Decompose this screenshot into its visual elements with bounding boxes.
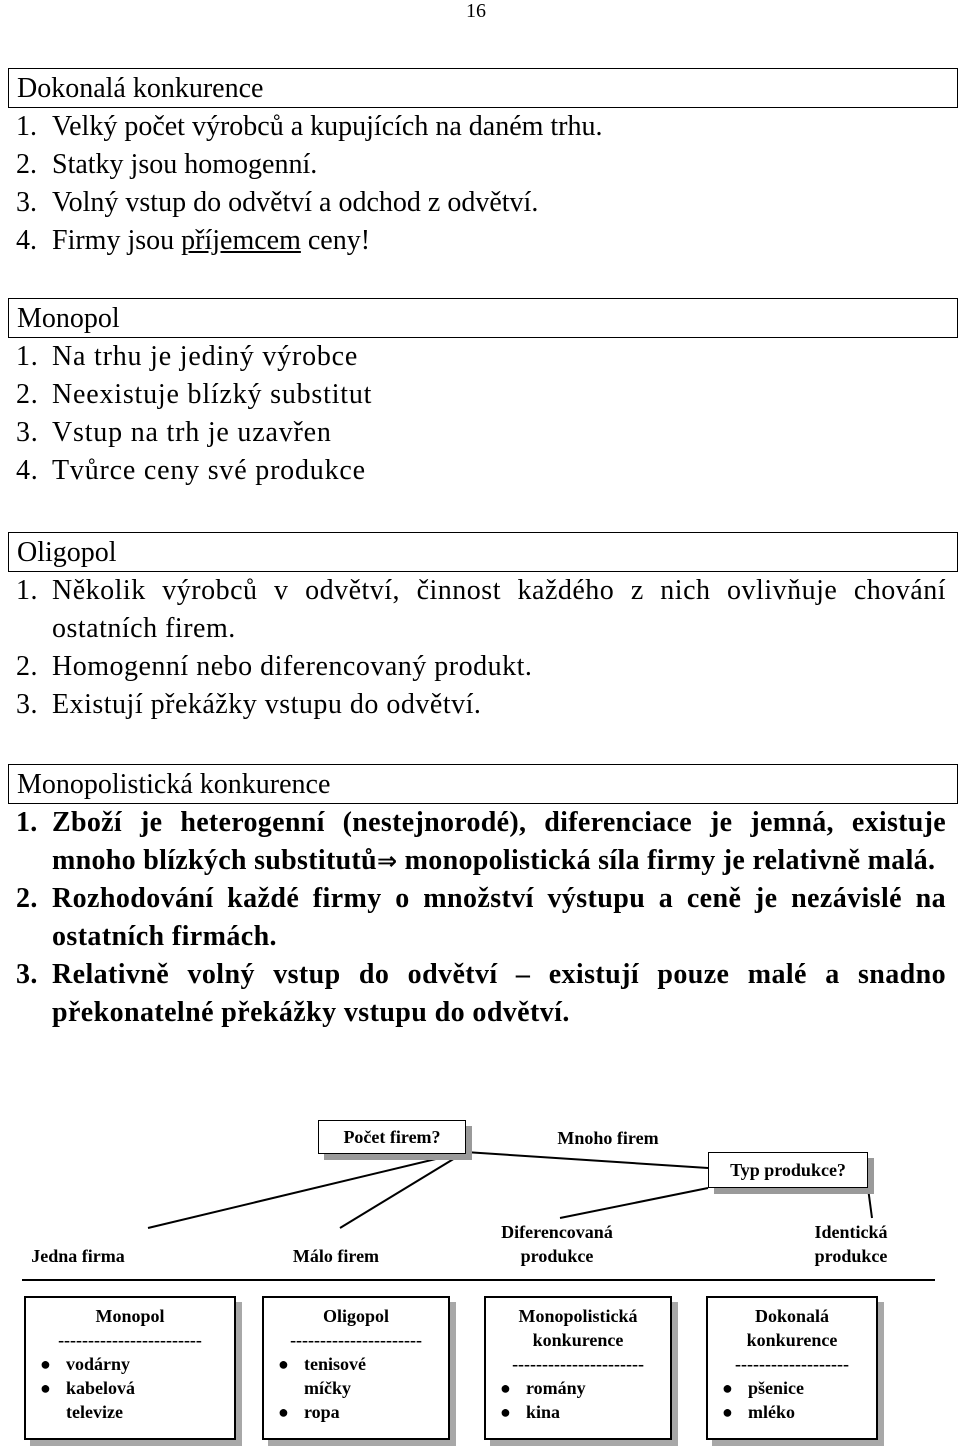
item-text: Relativně volný vstup do odvětví – existují pouze malé a snadno překonatelné překážky vstupu do odvětví. — [52, 959, 946, 1028]
bullet-icon: ● — [278, 1402, 289, 1422]
bullet-icon: ● — [500, 1378, 511, 1398]
item-list — [8, 572, 958, 724]
connector-line — [465, 1152, 708, 1168]
implies-arrow-icon: ⇒ — [376, 847, 398, 875]
example-text: pšenice — [748, 1378, 804, 1398]
section-monopolistic-competition — [8, 764, 958, 1032]
list-item — [712, 1376, 876, 1400]
item-text: ceny! — [300, 225, 371, 256]
bullet-icon: ● — [40, 1354, 51, 1374]
list-item — [30, 1352, 234, 1376]
item-number: 3. — [16, 689, 38, 720]
list-item — [8, 572, 958, 648]
section-heading: Oligopol — [8, 532, 958, 572]
section-heading: Monopolistická konkurence — [8, 764, 958, 804]
example-text: ropa — [304, 1402, 340, 1422]
market-structure-diagram — [0, 1100, 960, 1448]
example-text: vodárny — [66, 1354, 131, 1374]
connector-line — [148, 1152, 465, 1228]
example-text: mléko — [748, 1402, 795, 1422]
list-item — [8, 956, 958, 1032]
item-number: 1. — [16, 575, 38, 606]
bullet-icon: ● — [500, 1402, 511, 1422]
item-text: Několik výrobců v odvětví, činnost každého z nich ovlivňuje chování ostatních firem. — [52, 575, 946, 644]
item-text: Tvůrce ceny své produkce — [52, 455, 366, 486]
section-monopoly — [8, 298, 958, 490]
item-text: Neexistuje blízký substitut — [52, 379, 373, 410]
example-list — [708, 1376, 876, 1424]
item-list — [8, 338, 958, 490]
item-text: Velký počet výrobců a kupujících na daném trhu. — [52, 111, 603, 142]
label-many-firms: Mnoho firem — [557, 1128, 659, 1148]
bullet-icon: ● — [722, 1402, 733, 1422]
list-item — [8, 376, 958, 414]
bullet-icon: ● — [40, 1378, 51, 1398]
dashed-separator: ---------------------- — [290, 1330, 422, 1350]
market-box-perfect-competition — [706, 1296, 878, 1440]
market-title: Monopol — [95, 1306, 165, 1326]
list-item — [8, 686, 958, 724]
list-item — [8, 880, 958, 956]
page-number: 16 — [466, 0, 486, 22]
item-number: 2. — [16, 651, 38, 682]
item-text: Homogenní nebo diferencovaný produkt. — [52, 651, 533, 682]
list-item — [8, 184, 958, 222]
list-item — [30, 1376, 234, 1424]
market-box-oligopoly — [262, 1296, 450, 1440]
list-item — [8, 222, 958, 260]
list-item — [8, 452, 958, 490]
item-number: 3. — [16, 417, 39, 448]
connector-line — [868, 1188, 872, 1218]
section-heading: Dokonalá konkurence — [8, 68, 958, 108]
item-text: Statky jsou homogenní. — [52, 149, 318, 180]
label-differentiated-product: Diferencovaná produkce — [501, 1222, 613, 1266]
item-text: monopolistická síla firmy je relativně malá. — [397, 845, 936, 876]
market-title: Oligopol — [322, 1306, 389, 1326]
list-item — [8, 648, 958, 686]
list-item — [490, 1376, 670, 1400]
question-product-type: Typ produkce? — [708, 1152, 868, 1188]
item-number: 1. — [16, 111, 37, 142]
list-item — [8, 146, 958, 184]
item-number: 2. — [16, 149, 37, 180]
dashed-separator: ------------------- — [735, 1354, 849, 1374]
underlined-term: příjemcem — [181, 225, 301, 256]
list-item — [268, 1352, 448, 1400]
item-number: 4. — [16, 225, 37, 256]
item-text: Na trhu je jediný výrobce — [52, 341, 359, 372]
dashed-separator: ------------------------ — [58, 1330, 202, 1350]
item-text: Vstup na trh je uzavřen — [52, 417, 332, 448]
label-few-firms: Málo firem — [292, 1246, 380, 1266]
list-item — [8, 108, 958, 146]
item-text: Firmy jsou — [52, 225, 182, 256]
item-text: Zboží je heterogenní (nestejnorodé), diferenciace je jemná, existuje mnoho blízkých substitutů — [52, 807, 946, 876]
list-item — [490, 1400, 670, 1424]
item-number: 2. — [16, 883, 38, 914]
market-box-monopolistic-competition — [484, 1296, 672, 1440]
bullet-icon: ● — [278, 1354, 289, 1374]
item-list — [8, 108, 958, 260]
dashed-separator: ---------------------- — [512, 1354, 644, 1374]
market-box-monopoly — [24, 1296, 236, 1440]
market-title: Dokonalá konkurence — [746, 1306, 838, 1350]
list-item — [712, 1400, 876, 1424]
section-perfect-competition — [8, 68, 958, 260]
list-item — [8, 804, 958, 880]
example-text: kabelová televize — [66, 1378, 136, 1422]
section-oligopoly — [8, 532, 958, 724]
list-item — [8, 414, 958, 452]
example-list — [264, 1352, 448, 1424]
label-one-firm: Jedna firma — [31, 1246, 125, 1266]
example-text: kina — [526, 1402, 561, 1422]
connector-line — [340, 1152, 465, 1228]
list-item — [268, 1400, 448, 1424]
item-number: 3. — [16, 959, 38, 990]
list-item — [8, 338, 958, 376]
connector-line — [560, 1188, 708, 1218]
item-number: 4. — [16, 455, 39, 486]
item-number: 1. — [16, 807, 38, 838]
item-text: Existují překážky vstupu do odvětví. — [52, 689, 482, 720]
item-list — [8, 804, 958, 1032]
market-title: Monopolistická konkurence — [518, 1306, 638, 1350]
item-number: 2. — [16, 379, 39, 410]
example-text: romány — [526, 1378, 586, 1398]
section-heading: Monopol — [8, 298, 958, 338]
label-identical-product: Identická produkce — [814, 1222, 888, 1266]
example-list — [486, 1376, 670, 1424]
question-number-of-firms: Počet firem? — [318, 1120, 466, 1154]
example-text: tenisové míčky — [304, 1354, 366, 1398]
item-number: 1. — [16, 341, 39, 372]
example-list — [26, 1352, 234, 1424]
bullet-icon: ● — [722, 1378, 733, 1398]
item-number: 3. — [16, 187, 37, 218]
item-text: Volný vstup do odvětví a odchod z odvětví. — [52, 187, 539, 218]
item-text: Rozhodování každé firmy o množství výstupu a ceně je nezávislé na ostatních firmách. — [52, 883, 946, 952]
